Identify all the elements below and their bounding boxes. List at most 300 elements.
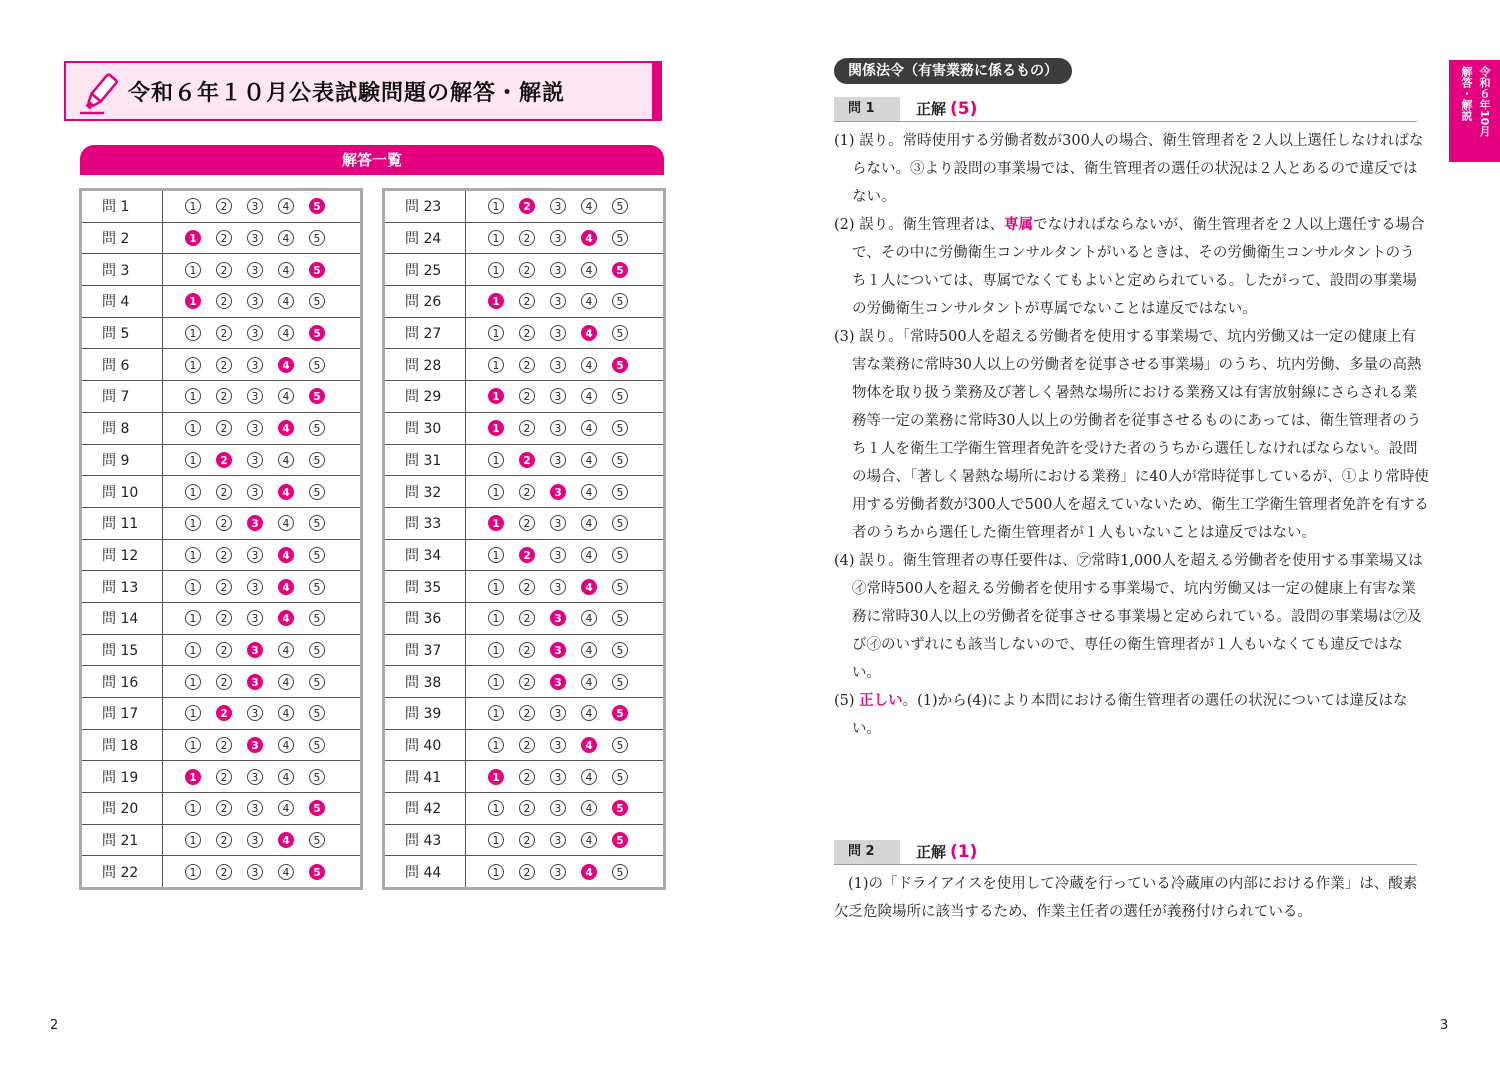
answer-options [466,381,665,413]
answer-options [163,793,362,825]
option-1: 1 [488,484,504,500]
selected-option-5: 5 [612,262,628,278]
option-5: 5 [309,230,325,246]
question-2-explanation: (1)の「ドライアイスを使用して冷蔵を行っている冷蔵庫の内部における作業」は、酸素欠乏危険場所に該当するため、作業主任者の選任が義務付けられている。 [834,876,1418,920]
option-5: 5 [309,705,325,721]
question-number: 問 33 [384,507,466,539]
option-2: 2 [216,832,232,848]
selected-option-5: 5 [309,800,325,816]
selected-option-5: 5 [612,832,628,848]
option-3: 3 [247,293,263,309]
option-5: 5 [309,515,325,531]
selected-option-3: 3 [550,674,566,690]
answer-table-right [382,188,666,890]
option-3: 3 [550,357,566,373]
answer-row [81,412,362,444]
answer-options [466,254,665,286]
question-label: 問 2 [834,840,900,864]
selected-option-5: 5 [612,705,628,721]
option-2: 2 [216,579,232,595]
selected-option-2: 2 [216,452,232,468]
question-number: 問 30 [384,412,466,444]
option-1: 1 [488,452,504,468]
answer-options [163,856,362,889]
option-5: 5 [309,610,325,626]
question-number: 問 36 [384,602,466,634]
option-2: 2 [519,262,535,278]
option-5: 5 [612,325,628,341]
option-3: 3 [550,737,566,753]
selected-option-2: 2 [519,547,535,563]
category-pill: 関係法令（有害業務に係るもの） [834,58,1072,84]
selected-option-3: 3 [247,642,263,658]
answer-options [163,539,362,571]
question-number: 問 20 [81,793,163,825]
answer-options [466,666,665,698]
option-1: 1 [185,452,201,468]
answer-row [81,317,362,349]
question-number: 問 16 [81,666,163,698]
option-5: 5 [612,579,628,595]
answer-row [81,444,362,476]
answer-options [466,824,665,856]
option-5: 5 [309,579,325,595]
answer-options [466,476,665,508]
option-2: 2 [216,674,232,690]
answer-options [163,381,362,413]
question-number: 問 27 [384,317,466,349]
answer-row [384,824,665,856]
option-1: 1 [185,515,201,531]
page-title: 令和６年１０月公表試験問題の解答・解説 [128,81,566,106]
option-3: 3 [550,579,566,595]
option-2: 2 [216,642,232,658]
answer-options [163,507,362,539]
question-number: 問 39 [384,698,466,730]
answer-row [81,729,362,761]
question-number: 問 40 [384,729,466,761]
answer-table-left [79,188,363,890]
answer-options [163,571,362,603]
option-1: 1 [185,737,201,753]
option-1: 1 [185,357,201,373]
option-4: 4 [581,484,597,500]
answer-options [163,254,362,286]
question-number: 問 28 [384,349,466,381]
answer-row [384,793,665,825]
option-2: 2 [519,357,535,373]
option-4: 4 [278,737,294,753]
option-2: 2 [519,484,535,500]
option-2: 2 [519,230,535,246]
explanation-item-3: (3) 誤り。「常時500人を超える労働者を使用する事業場で、坑内労働又は一定の健康上有害な業務に常時30人以上の労働者を従事させる事業場」のうち、坑内労働、多量の高熱物体を取り扱う業務及び著しく暑熱な場所における業務又は有害放射線にさらされる業務等一定の業務に常時30人以上の労働者を従事させるものにあっては、衛生管理者のうち１人を衛生工学衛生管理者免許を受けた者のうちから選任しなければならない。設問の場合、「著しく暑熱な場所における業務」に40人が常時従事しているが、①より常時使用する労働者数が300人で500人を超えていないため、衛生工学衛生管理者免許を有する者のうちから選任した衛生管理者が１人もいないことは違反ではない。 [834,329,1429,541]
question-number: 問 26 [384,286,466,318]
question-number: 問 14 [81,602,163,634]
option-3: 3 [550,864,566,880]
option-3: 3 [247,420,263,436]
selected-option-4: 4 [581,230,597,246]
selected-option-2: 2 [519,198,535,214]
option-4: 4 [581,452,597,468]
explanation-item-5: (5) 正しい。(1)から(4)により本問における衛生管理者の選任の状況については違反はない。 [834,693,1408,737]
option-5: 5 [309,674,325,690]
answers-section-header: 解答一覧 [80,145,664,175]
answer-options [163,286,362,318]
option-2: 2 [216,325,232,341]
option-4: 4 [278,515,294,531]
option-5: 5 [309,832,325,848]
option-3: 3 [550,769,566,785]
question-number: 問 1 [81,190,163,223]
option-5: 5 [612,420,628,436]
option-3: 3 [247,705,263,721]
answer-options [163,222,362,254]
selected-option-1: 1 [185,293,201,309]
option-4: 4 [278,230,294,246]
option-2: 2 [216,800,232,816]
option-2: 2 [519,769,535,785]
answer-options [466,286,665,318]
option-5: 5 [309,642,325,658]
question-number: 問 32 [384,476,466,508]
question-number: 問 11 [81,507,163,539]
option-5: 5 [612,547,628,563]
option-1: 1 [488,547,504,563]
option-1: 1 [185,800,201,816]
selected-option-1: 1 [488,388,504,404]
question-number: 問 42 [384,793,466,825]
option-3: 3 [550,388,566,404]
selected-option-1: 1 [488,515,504,531]
option-1: 1 [185,547,201,563]
option-4: 4 [278,642,294,658]
option-5: 5 [612,737,628,753]
option-2: 2 [519,515,535,531]
answer-row [384,412,665,444]
option-3: 3 [247,452,263,468]
answer-options [466,222,665,254]
answer-options [466,444,665,476]
answer-options [466,507,665,539]
option-5: 5 [309,452,325,468]
option-1: 1 [185,610,201,626]
option-3: 3 [550,420,566,436]
answer-row [384,507,665,539]
option-5: 5 [612,515,628,531]
option-3: 3 [247,864,263,880]
selected-option-4: 4 [278,420,294,436]
question-label: 問 1 [834,97,900,121]
answer-value: (1) [950,842,978,862]
selected-option-4: 4 [581,579,597,595]
option-4: 4 [581,357,597,373]
selected-option-1: 1 [488,420,504,436]
question-number: 問 34 [384,539,466,571]
selected-option-2: 2 [519,452,535,468]
option-4: 4 [581,515,597,531]
selected-option-3: 3 [550,642,566,658]
answer-options [163,698,362,730]
answer-row [81,507,362,539]
question-number: 問 37 [384,634,466,666]
option-2: 2 [519,737,535,753]
answer-row [81,539,362,571]
answer-row [81,190,362,223]
question-number: 問 44 [384,856,466,889]
selected-option-4: 4 [581,737,597,753]
question-1-explanation [834,127,1429,743]
question-number: 問 8 [81,412,163,444]
option-5: 5 [612,452,628,468]
option-4: 4 [581,705,597,721]
option-2: 2 [216,515,232,531]
option-2: 2 [216,769,232,785]
selected-option-4: 4 [278,357,294,373]
option-1: 1 [185,705,201,721]
option-1: 1 [185,642,201,658]
option-3: 3 [550,452,566,468]
answer-options [163,761,362,793]
selected-option-4: 4 [278,610,294,626]
option-2: 2 [216,737,232,753]
question-number: 問 4 [81,286,163,318]
option-5: 5 [309,357,325,373]
option-2: 2 [519,293,535,309]
selected-option-4: 4 [278,547,294,563]
answer-row [384,634,665,666]
question-number: 問 3 [81,254,163,286]
option-3: 3 [247,198,263,214]
page-number-right: 3 [1440,1018,1449,1033]
option-3: 3 [550,832,566,848]
answer-row [384,349,665,381]
question-number: 問 22 [81,856,163,889]
answer-options [163,602,362,634]
question-number: 問 23 [384,190,466,223]
answer-options [163,666,362,698]
option-4: 4 [278,262,294,278]
answer-options [466,634,665,666]
option-4: 4 [581,610,597,626]
answer-options [466,571,665,603]
option-4: 4 [581,832,597,848]
selected-option-4: 4 [278,832,294,848]
answer-options [163,412,362,444]
question-number: 問 10 [81,476,163,508]
option-3: 3 [247,610,263,626]
option-5: 5 [612,484,628,500]
answer-options [466,793,665,825]
question-number: 問 19 [81,761,163,793]
option-1: 1 [185,325,201,341]
question-number: 問 38 [384,666,466,698]
question-number: 問 31 [384,444,466,476]
option-2: 2 [519,420,535,436]
question-number: 問 12 [81,539,163,571]
answer-row [81,698,362,730]
option-2: 2 [216,357,232,373]
option-2: 2 [216,610,232,626]
option-1: 1 [185,198,201,214]
answer-options [466,856,665,889]
option-2: 2 [519,674,535,690]
question-number: 問 6 [81,349,163,381]
answer-row [384,476,665,508]
option-2: 2 [216,388,232,404]
selected-option-5: 5 [309,325,325,341]
option-5: 5 [612,674,628,690]
option-2: 2 [519,642,535,658]
correct-answer [916,841,977,862]
option-3: 3 [247,357,263,373]
answer-options [466,539,665,571]
option-3: 3 [550,705,566,721]
option-4: 4 [581,198,597,214]
answer-options [466,412,665,444]
option-5: 5 [612,610,628,626]
answer-options [163,349,362,381]
option-3: 3 [247,484,263,500]
answer-row [384,286,665,318]
option-5: 5 [612,388,628,404]
option-1: 1 [185,420,201,436]
option-1: 1 [185,674,201,690]
selected-option-5: 5 [309,864,325,880]
option-4: 4 [581,547,597,563]
option-1: 1 [185,579,201,595]
selected-option-3: 3 [247,674,263,690]
option-2: 2 [519,800,535,816]
option-5: 5 [309,293,325,309]
correct-label: 正解 [916,100,947,118]
answer-row [81,856,362,889]
side-tab [1449,60,1500,162]
answer-options [163,317,362,349]
option-1: 1 [185,388,201,404]
question-number: 問 25 [384,254,466,286]
option-1: 1 [488,230,504,246]
selected-option-3: 3 [247,515,263,531]
correct-label: 正解 [916,843,947,861]
option-4: 4 [581,674,597,690]
option-3: 3 [550,262,566,278]
answer-row [81,666,362,698]
selected-option-5: 5 [612,800,628,816]
option-2: 2 [216,198,232,214]
side-tab-line2: 解答・解説 [1460,66,1473,121]
option-2: 2 [519,610,535,626]
answer-options [466,602,665,634]
option-2: 2 [216,864,232,880]
answer-row [384,729,665,761]
explanation-item-2: (2) 誤り。衛生管理者は、専属でなければならないが、衛生管理者を２人以上選任する場合で、その中に労働衛生コンサルタントがいるときは、その労働衛生コンサルタントのうち１人については、専属でなくてもよいと定められている。したがって、設問の事業場の労働衛生コンサルタントが専属でないことは違反ではない。 [834,217,1425,317]
answer-options [163,824,362,856]
option-5: 5 [612,642,628,658]
option-3: 3 [550,198,566,214]
option-3: 3 [247,325,263,341]
answer-row [81,824,362,856]
option-2: 2 [519,832,535,848]
answer-row [81,222,362,254]
option-2: 2 [216,484,232,500]
answer-options [466,729,665,761]
answer-options [466,317,665,349]
answer-row [384,317,665,349]
selected-option-5: 5 [309,262,325,278]
highlight-term: 専属 [1004,217,1034,233]
option-3: 3 [550,547,566,563]
option-3: 3 [247,388,263,404]
option-4: 4 [278,388,294,404]
option-2: 2 [519,579,535,595]
selected-option-1: 1 [185,230,201,246]
option-4: 4 [581,769,597,785]
answer-options [466,761,665,793]
selected-option-3: 3 [550,484,566,500]
answer-options [163,190,362,223]
answer-row [81,381,362,413]
answer-row [81,571,362,603]
page-number-left: 2 [50,1018,59,1033]
answer-row [384,190,665,223]
selected-option-5: 5 [309,198,325,214]
answer-row [384,381,665,413]
option-1: 1 [488,325,504,341]
answer-row [384,666,665,698]
option-1: 1 [488,642,504,658]
selected-option-2: 2 [216,705,232,721]
selected-option-4: 4 [278,579,294,595]
option-2: 2 [216,420,232,436]
option-4: 4 [278,769,294,785]
option-3: 3 [247,832,263,848]
option-1: 1 [488,800,504,816]
option-1: 1 [488,579,504,595]
correct-answer [916,98,977,119]
option-2: 2 [216,547,232,563]
option-4: 4 [278,452,294,468]
option-5: 5 [309,737,325,753]
option-3: 3 [550,515,566,531]
question-number: 問 2 [81,222,163,254]
option-3: 3 [247,769,263,785]
title-box [64,61,662,121]
option-2: 2 [519,325,535,341]
answer-row [81,254,362,286]
highlight-term: 正しい [859,693,903,709]
answer-value: (5) [950,99,978,119]
option-3: 3 [247,800,263,816]
question-number: 問 41 [384,761,466,793]
option-1: 1 [185,484,201,500]
answer-row [384,602,665,634]
option-4: 4 [581,642,597,658]
option-4: 4 [278,674,294,690]
selected-option-1: 1 [185,769,201,785]
answer-row [81,602,362,634]
option-4: 4 [278,705,294,721]
question-number: 問 18 [81,729,163,761]
option-5: 5 [612,293,628,309]
option-3: 3 [247,579,263,595]
selected-option-5: 5 [309,388,325,404]
selected-option-5: 5 [612,357,628,373]
option-5: 5 [309,547,325,563]
option-1: 1 [488,262,504,278]
question-number: 問 15 [81,634,163,666]
answer-row [384,856,665,889]
answer-options [466,698,665,730]
